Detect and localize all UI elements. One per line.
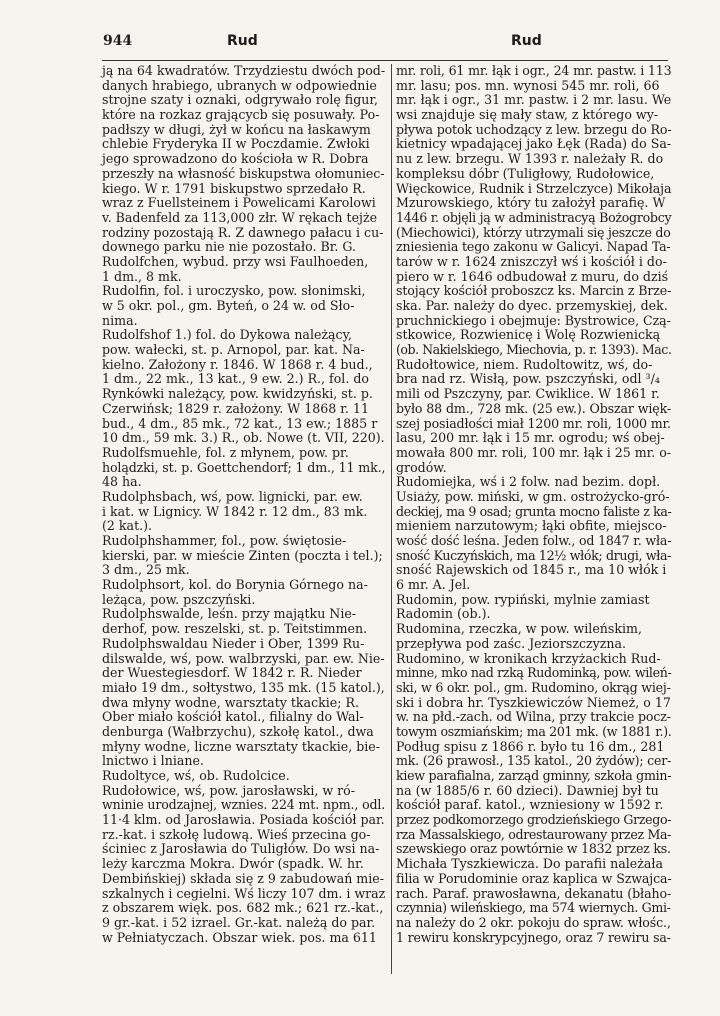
text-line: dilswalde, wś, pow. walbrzyski, par. ew. Nie- xyxy=(102,650,385,666)
text-line: wsi znajduje się mały staw, z którego wy- xyxy=(396,107,659,123)
text-line: leżąca, pow. pszczyński. xyxy=(102,591,256,607)
text-line: Rudolphswaldau Nieder i Ober, 1399 Ru- xyxy=(102,635,365,651)
text-line: Rudolphsort, kol. do Borynia Górnego na- xyxy=(102,577,368,593)
text-line: lnictwo i lniane. xyxy=(102,753,204,769)
text-line: bud., 4 dm., 85 mk., 72 kat., 13 ew.; 1885 r xyxy=(102,415,378,431)
text-line: Rudolfshof 1.) fol. do Dykowa należący, xyxy=(102,327,353,343)
text-line: ski, w 6 okr. pol., gm. Rudomino, okrąg wiej- xyxy=(396,679,671,695)
text-line: na należy do 2 okr. pokoju do spraw. włośc., xyxy=(396,914,671,930)
text-line: Radomin (ob.). xyxy=(396,606,491,622)
text-line: kiew parafialna, zarząd gminny, szkoła gmin- xyxy=(396,768,672,783)
text-line: 10 dm., 59 mk. 3.) R., ob. Nowe (t. VII, 220). xyxy=(102,430,385,446)
text-line: piero w r. 1646 odbudował z muru, do dziś xyxy=(396,268,669,284)
text-line: Dembińskiej) składa się z 9 zabudowań mie- xyxy=(102,870,384,886)
text-line: Rudolfchen, wybud. przy wsi Faulhoeden, xyxy=(102,253,369,269)
text-line: Rudomiejka, wś i 2 folw. nad bezim. dopł. xyxy=(396,474,661,490)
page-number: 944 xyxy=(103,33,133,49)
text-line: leży karczma Mokra. Dwór (spadk. W. hr. xyxy=(102,856,364,872)
text-line: 1 dm., 22 mk., 13 kat., 9 ew. 2.) R., fol. do xyxy=(102,371,369,387)
text-line: 1 rewiru konskrypcyjnego, oraz 7 rewiru sa- xyxy=(396,929,671,945)
text-line: ski i dobra hr. Tyszkiewiczów Niemeż, o 17 xyxy=(396,694,671,710)
text-line: kościół paraf. katol., wzniesiony w 1592 r. xyxy=(396,797,664,813)
text-line: Rudolphswalde, leśn. przy majątku Nie- xyxy=(102,606,357,622)
text-line: bra nad rz. Wisłą, pow. pszczyński, odl ³/₄ xyxy=(396,371,660,387)
text-line: w. na płd.-zach. od Wilna, przy trakcie pocz- xyxy=(396,709,671,725)
text-line: Rudomino, w kronikach krzyżackich Rud- xyxy=(396,650,661,666)
text-line: grodów. xyxy=(396,459,447,475)
text-line: rza Massalskiego, odrestaurowany przez Ma- xyxy=(396,826,672,842)
text-line: było 88 dm., 728 mk. (25 ew.). Obszar więk- xyxy=(396,400,672,416)
text-line: mowała 800 mr. roli, 100 mr. łąk i 25 mr. o- xyxy=(396,444,672,460)
text-line: stojący kościół proboszcz ks. Marcin z Brze- xyxy=(396,283,672,299)
text-line: minne, mko nad rzką Rudominką, pow. wileń- xyxy=(396,665,672,681)
text-line: miało 19 dm., sołtystwo, 135 mk. (15 katol.), xyxy=(102,679,385,695)
running-head-right: Rud xyxy=(511,33,542,49)
header-rule xyxy=(102,60,668,61)
text-line: dwa młyny wodne, warsztaty tkackie; R. xyxy=(102,694,359,710)
text-line: sność Rajewskich od 1845 r., ma 10 włók i xyxy=(396,562,667,578)
text-line: kielno. Założony r. 1846. W 1868 r. 4 bud., xyxy=(102,356,373,372)
text-line: derhof, pow. reszelski, st. p. Teitstimmen. xyxy=(102,621,368,637)
text-line: strojne szaty i oznaki, odgrywało rolę figur, xyxy=(102,92,379,108)
text-line: 3 dm., 25 mk. xyxy=(102,562,190,578)
text-line: danych hrabiego, ubranych w odpowiednie xyxy=(102,77,377,93)
text-line: 1 dm., 8 mk. xyxy=(102,268,182,284)
text-line: w 5 okr. pol., gm. Byteń, o 24 w. od Sło- xyxy=(102,298,355,313)
text-line: Podług spisu z 1866 r. było tu 16 dm., 281 xyxy=(396,738,665,754)
text-line: przepływa pod zaśc. Jeziorszczyzna. xyxy=(396,635,627,651)
text-line: Rudomina, rzeczka, w pow. wileńskim, xyxy=(396,621,642,637)
text-line: wość dość leśna. Jeden folw., od 1847 r. wła- xyxy=(396,533,672,548)
text-line: mr. lasu; pos. mn. wynosi 545 mr. roli, 66 xyxy=(396,77,660,93)
text-line: kierski, par. w mieście Zinten (poczta i tel.); xyxy=(102,547,383,563)
text-line: (2 kat.). xyxy=(102,518,153,534)
text-line: młyny wodne, liczne warsztaty tkackie, bie- xyxy=(102,738,380,754)
text-line: szkalnych i cegielni. Wś liczy 107 dm. i wraz xyxy=(102,885,386,901)
left-column xyxy=(102,64,385,945)
text-line: filia w Porudominie oraz kaplica w Szwajca- xyxy=(396,870,672,886)
text-line: Rynkówki należący, pow. kwidzyński, st. p. xyxy=(102,386,373,402)
text-line: (Miechowici), którzy utrzymali się jeszcze do xyxy=(396,224,671,240)
text-line: zniesienia tego zakonu w Galicyi. Napad Ta- xyxy=(396,239,671,255)
right-column xyxy=(396,64,671,945)
text-line: rach. Paraf. prawosławna, dekanatu (błaho- xyxy=(396,885,672,901)
text-line: 6 mr. A. Jel. xyxy=(396,577,471,593)
text-line: mk. (26 prawosł., 135 katol., 20 żydów); cer- xyxy=(396,753,672,769)
text-line: holądzki, st. p. Goettchendorf; 1 dm., 11 mk., xyxy=(102,459,386,475)
text-line: sność Kuczyńskich, ma 12½ włók; drugi, wła- xyxy=(396,547,672,563)
text-line: chlebie Fryderyka II w Poczdamie. Zwłoki xyxy=(102,136,370,152)
text-line: Czerwińsk; 1829 r. założony. W 1868 r. 11 xyxy=(102,400,369,416)
text-line: downego parku nie nie pozostało. Br. G. xyxy=(102,239,357,255)
text-line: 48 ha. xyxy=(102,474,142,490)
text-line: Rudołowice, wś, pow. jarosławski, w ró- xyxy=(102,782,356,798)
text-line: ściniec z Jarosławia do Tuligłów. Do wsi na- xyxy=(102,841,380,857)
text-line: pływa potok uchodzący z lew. brzegu do Ro- xyxy=(396,121,672,137)
text-line: lasu, 200 mr. łąk i 15 mr. ogrodu; wś obej- xyxy=(396,430,665,446)
text-line: z obszarem więk. pos. 682 mk.; 621 rz.-kat., xyxy=(102,900,384,916)
text-line: przeszły na własność biskupstwa ołomuniec- xyxy=(102,165,385,181)
text-line: Rudolphsbach, wś, pow. lignicki, par. ew. xyxy=(102,488,363,504)
text-line: Rudomin, pow. rypiński, mylnie zamiast xyxy=(396,591,650,607)
text-line: wraz z Fuellsteinem i Powelicami Karolowi xyxy=(102,195,376,211)
text-line: wninie urodzajnej, wznies. 224 mt. npm., odl. xyxy=(102,797,386,813)
text-line: Michała Tyszkiewicza. Do parafii należała xyxy=(396,856,663,872)
text-line: towym oszmiańskim; ma 201 mk. (w 1881 r.). xyxy=(396,723,672,739)
text-line: w Pełniatyczach. Obszar wiek. pos. ma 611 xyxy=(102,929,377,945)
text-line: kompleksu dóbr (Tuligłowy, Rudołowice, xyxy=(396,165,655,181)
text-line: i kat. w Lignicy. W 1842 r. 12 dm., 83 mk. xyxy=(102,503,368,519)
text-line: mr. roli, 61 mr. łąk i ogr., 24 mr. pastw. i 113 xyxy=(396,63,672,78)
text-line: 1446 r. objęli ją w administracyą Bożogrobcy xyxy=(396,209,672,225)
text-line: Więckowice, Rudnik i Strzelczyce) Mikołaja xyxy=(396,180,672,196)
text-line: v. Badenfeld za 113,000 złr. W rękach tejże xyxy=(102,209,378,225)
text-line: Rudolfsmuehle, fol. z młynem, pow. pr. xyxy=(102,444,349,460)
text-line: pow. wałecki, st. p. Arnopol, par. kat. Na- xyxy=(102,342,365,358)
text-line: 11·4 klm. od Jarosławia. Posiada kościół par. xyxy=(102,812,385,828)
text-line: pruchnickiego i obejmuje: Bystrowice, Czą- xyxy=(396,312,671,328)
text-line: Rudoltyce, wś, ob. Rudolcice. xyxy=(102,768,290,783)
text-line: szewskiego oraz powtórnie w 1832 przez ks. xyxy=(396,841,671,857)
text-line: mili od Pszczyny, par. Cwiklice. W 1861 r. xyxy=(396,386,660,402)
text-line: Rudolfin, fol. i uroczysko, pow. słonimski, xyxy=(102,283,366,299)
text-line: padłszy w długi, żył w końcu na łaskawym xyxy=(102,121,371,137)
text-line: (ob. Nakielskiego, Miechovia, p. r. 1393). Mac. xyxy=(396,342,672,358)
text-line: jego sprowadzono do kościoła w R. Dobra xyxy=(102,151,369,167)
text-line: kiego. W r. 1791 biskupstwo sprzedało R. xyxy=(102,180,366,196)
running-head-left: Rud xyxy=(227,33,258,49)
page-header xyxy=(103,33,672,53)
text-line: der Wuestegiesdorf. W 1842 r. R. Nieder xyxy=(102,665,362,681)
text-line: czynnia) wileńskiego, ma 574 wiernych. Gmi- xyxy=(396,900,671,916)
text-line: rodziny pozostają R. Z dawnego pałacu i cu- xyxy=(102,224,384,240)
text-line: szej posiadłości miał 1200 mr. roli, 1000 mr. xyxy=(396,415,671,431)
text-line: przez podkomorzego grodzieńskiego Grzego- xyxy=(396,812,672,828)
text-line: ska. Par. należy do dyec. przemyskiej, dek. xyxy=(396,298,668,313)
text-line: nima. xyxy=(102,312,138,328)
text-line: 9 gr.-kat. i 52 izrael. Gr.-kat. należą do par. xyxy=(102,914,376,930)
text-line: Rudołtowice, niem. Rudoltowitz, wś, do- xyxy=(396,356,653,372)
text-line: denburga (Wałbrzychu), szkołę katol., dwa xyxy=(102,723,374,739)
text-line: Mzurowskiego, który tu założył parafię. W xyxy=(396,195,666,211)
text-line: kietnicy wpadającej jako Łęk (Rada) do Sa- xyxy=(396,136,672,152)
text-line: ją na 64 kwadratów. Trzydziestu dwóch pod- xyxy=(102,63,386,78)
text-line: stkowice, Rozwienicę i Wolę Rozwienicką xyxy=(396,327,661,343)
text-line: rz.-kat. i szkołę ludową. Wieś przecina go- xyxy=(102,826,371,842)
text-line: Ober miało kościół katol., filialny do Wal- xyxy=(102,709,364,725)
text-line: tarów w r. 1624 zniszczył wś i kościół i do- xyxy=(396,253,667,269)
text-line: Rudolphshammer, fol., pow. świętosie- xyxy=(102,533,347,548)
text-line: Usiaży, pow. miński, w gm. ostrożycko-gró- xyxy=(396,488,670,504)
text-line: na (w 1885/6 r. 60 dzieci). Dawniej był tu xyxy=(396,782,659,798)
text-line: deckiej, ma 9 osad; grunta mocno faliste z ka- xyxy=(396,503,672,519)
text-line: nu z lew. brzegu. W 1393 r. należały R. do xyxy=(396,151,664,167)
column-divider xyxy=(391,64,392,974)
text-line: mieniem narzutowym; łąki obfite, miejsco- xyxy=(396,518,667,534)
text-line: mr. łąk i ogr., 31 mr. pastw. i 2 mr. lasu. We xyxy=(396,92,672,108)
text-line: które na rozkaz grającycb się posuwały. Po- xyxy=(102,107,380,123)
